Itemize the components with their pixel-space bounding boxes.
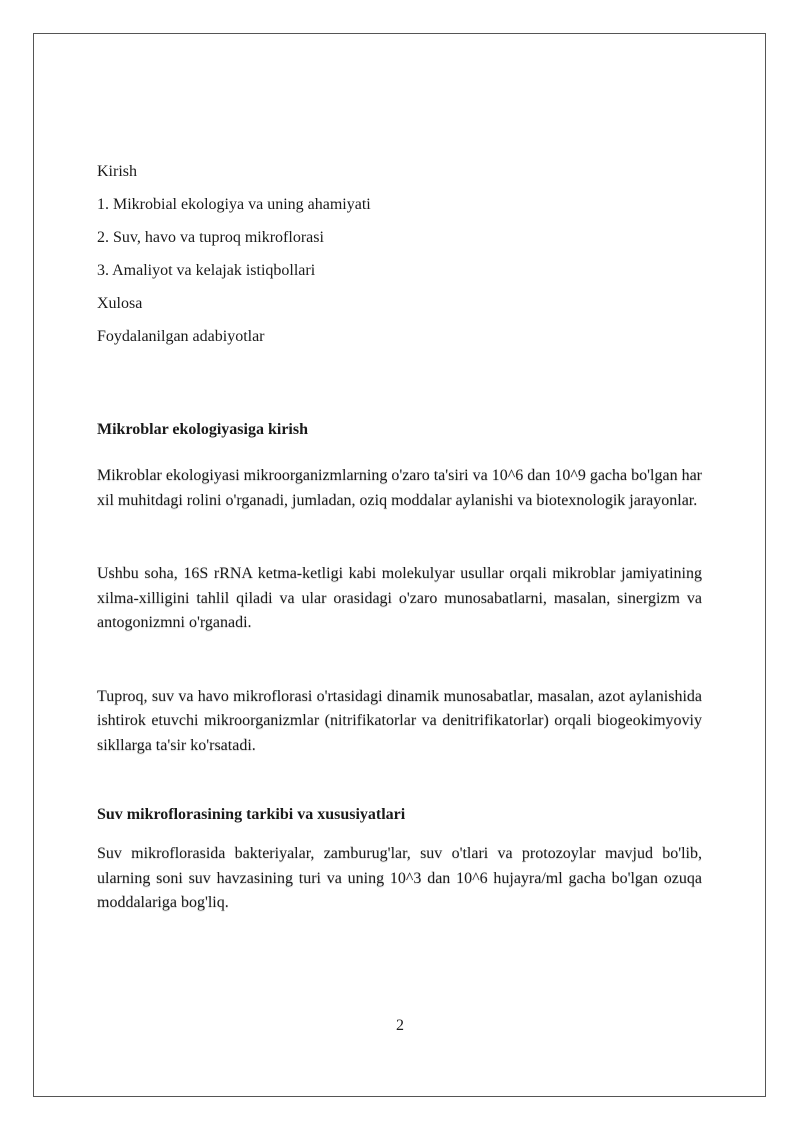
section-heading-water: Suv mikroflorasining tarkibi va xususiyatlari [97,806,406,823]
section-heading-intro: Mikroblar ekologiyasiga kirish [97,421,308,438]
toc-item-3: 3. Amaliyot va kelajak istiqbollari [97,262,316,279]
page-number: 2 [396,1017,404,1034]
paragraph: Ushbu soha, 16S rRNA ketma-ketligi kabi molekulyar usullar orqali mikroblar jamiyatining xilma-xilligini tahlil qiladi va ular orasidagi o'zaro munosabatlarni, masalan, sinergizm va antogonizmni o'rganadi. [97,565,702,631]
paragraph: Mikroblar ekologiyasi mikroorganizmlarning o'zaro ta'siri va 10^6 dan 10^9 gacha bo'lgan har xil muhitdagi rolini o'rganadi, jumladan, oziq moddalar aylanishi va biotexnologik jarayonlar. [97,467,702,509]
document-body [97,160,702,916]
toc-item-2: 2. Suv, havo va tuproq mikroflorasi [97,229,324,246]
toc-item-intro: Kirish [97,163,137,180]
table-of-contents [97,160,702,358]
toc-item-references: Foydalanilgan adabiyotlar [97,328,265,345]
paragraph: Tuproq, suv va havo mikroflorasi o'rtasidagi dinamik munosabatlar, masalan, azot aylanishida ishtirok etuvchi mikroorganizmlar (nitrifikatorlar va denitrifikatorlar) orqali biogeokimyoviy sikllarga ta'sir ko'rsatadi. [97,687,702,754]
paragraph: Suv mikroflorasida bakteriyalar, zamburug'lar, suv o'tlari va protozoylar mavjud bo'lib, ularning soni suv havzasining turi va uning 10^3 dan 10^6 hujayra/ml gacha bo'lgan ozuqa moddalariga bog'liq. [97,845,702,911]
toc-item-1: 1. Mikrobial ekologiya va uning ahamiyati [97,196,371,213]
toc-item-conclusion: Xulosa [97,295,143,312]
